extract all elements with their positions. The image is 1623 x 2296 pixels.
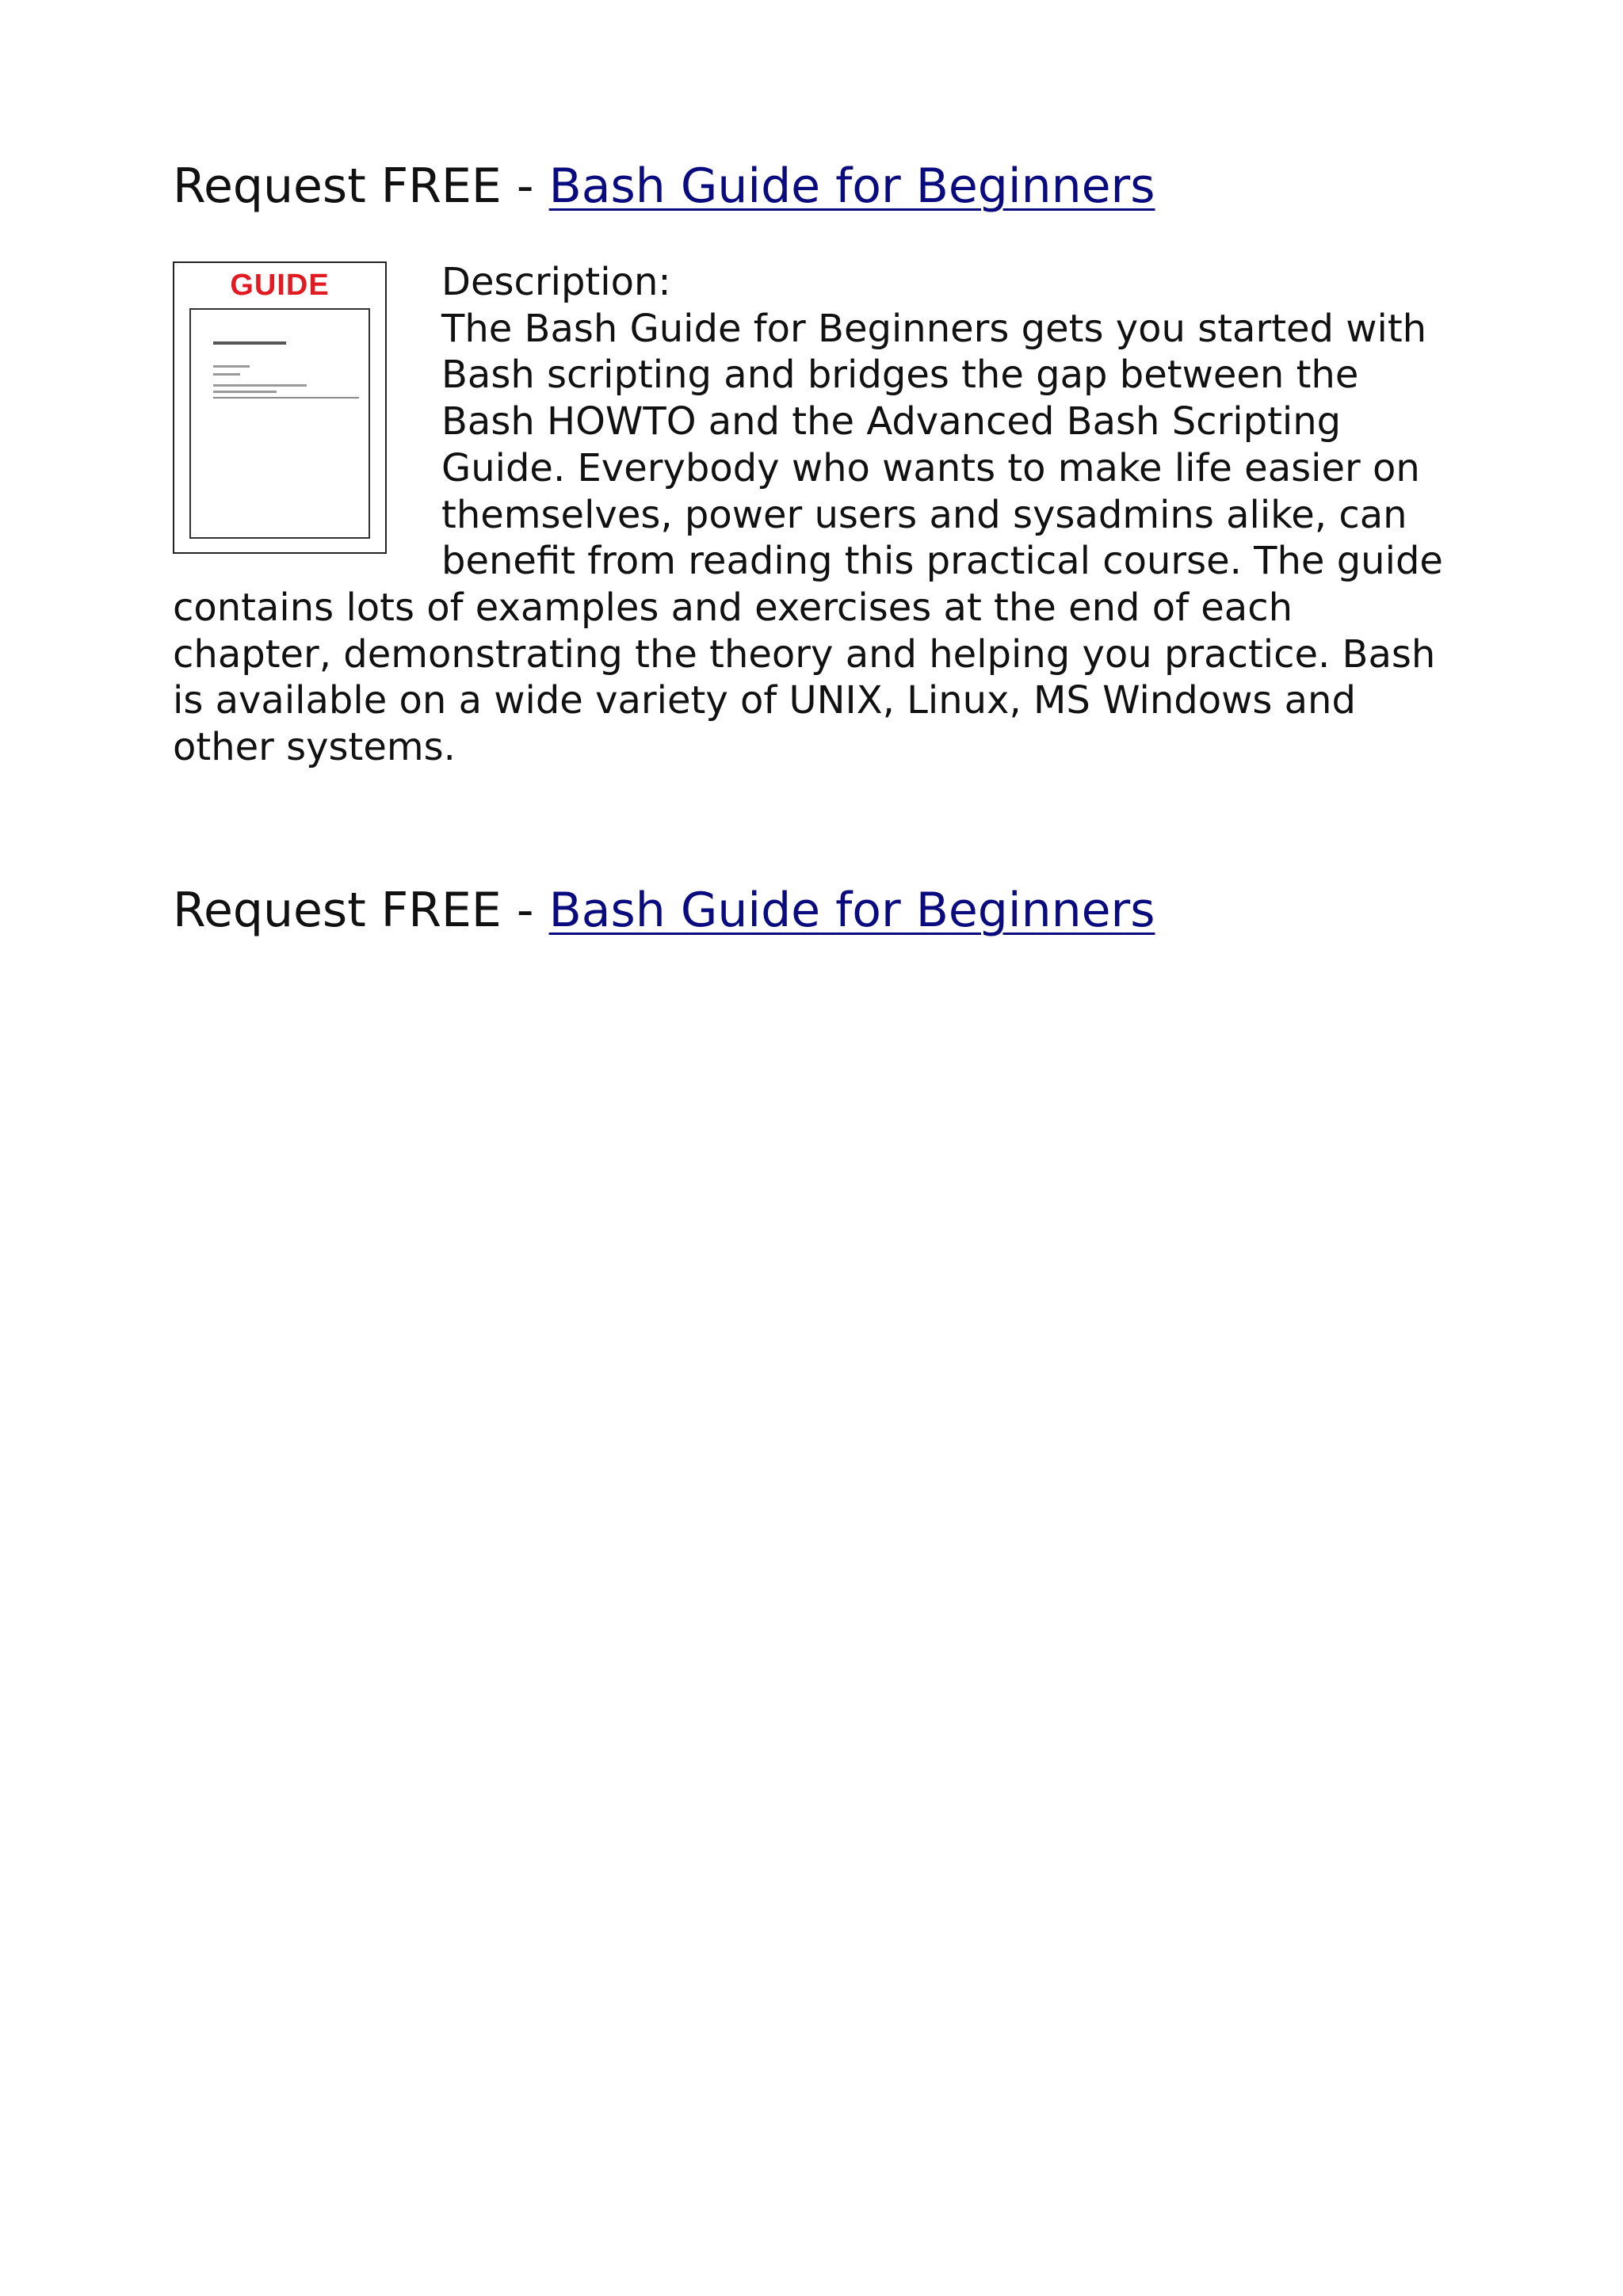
bash-guide-link-bottom[interactable]: Bash Guide for Beginners bbox=[548, 883, 1155, 938]
request-prefix: Request FREE - bbox=[173, 883, 549, 938]
preview-text-line bbox=[213, 373, 240, 376]
description-section bbox=[173, 259, 1457, 771]
cover-page-preview bbox=[189, 308, 370, 539]
preview-text-line bbox=[213, 365, 250, 368]
request-prefix: Request FREE - bbox=[173, 158, 549, 214]
preview-text-line bbox=[213, 384, 307, 387]
description-label: Description: bbox=[441, 260, 671, 304]
request-heading-bottom bbox=[173, 879, 1155, 942]
book-cover-thumbnail[interactable] bbox=[173, 261, 387, 554]
request-heading-top bbox=[173, 154, 1155, 218]
bash-guide-link-top[interactable]: Bash Guide for Beginners bbox=[548, 158, 1155, 214]
cover-label: GUIDE bbox=[230, 269, 330, 302]
description-text: The Bash Guide for Beginners gets you started with Bash scripting and bridges the gap between the Bash HOWTO and the Advanced Bash Scripting Guide. Everybody who wants to make life easier on themselves, power users and sysadmins alike, can benefit from reading this practical course. The guide contains lots of examples and exercises at the end of each chapter, demonstrating the theory and helping you practice. Bash is available on a wide variety of UNIX, Linux, MS Windows and other systems. bbox=[173, 306, 1443, 770]
preview-rule bbox=[213, 397, 359, 399]
preview-text-line bbox=[213, 391, 277, 393]
preview-title-line bbox=[213, 341, 286, 345]
